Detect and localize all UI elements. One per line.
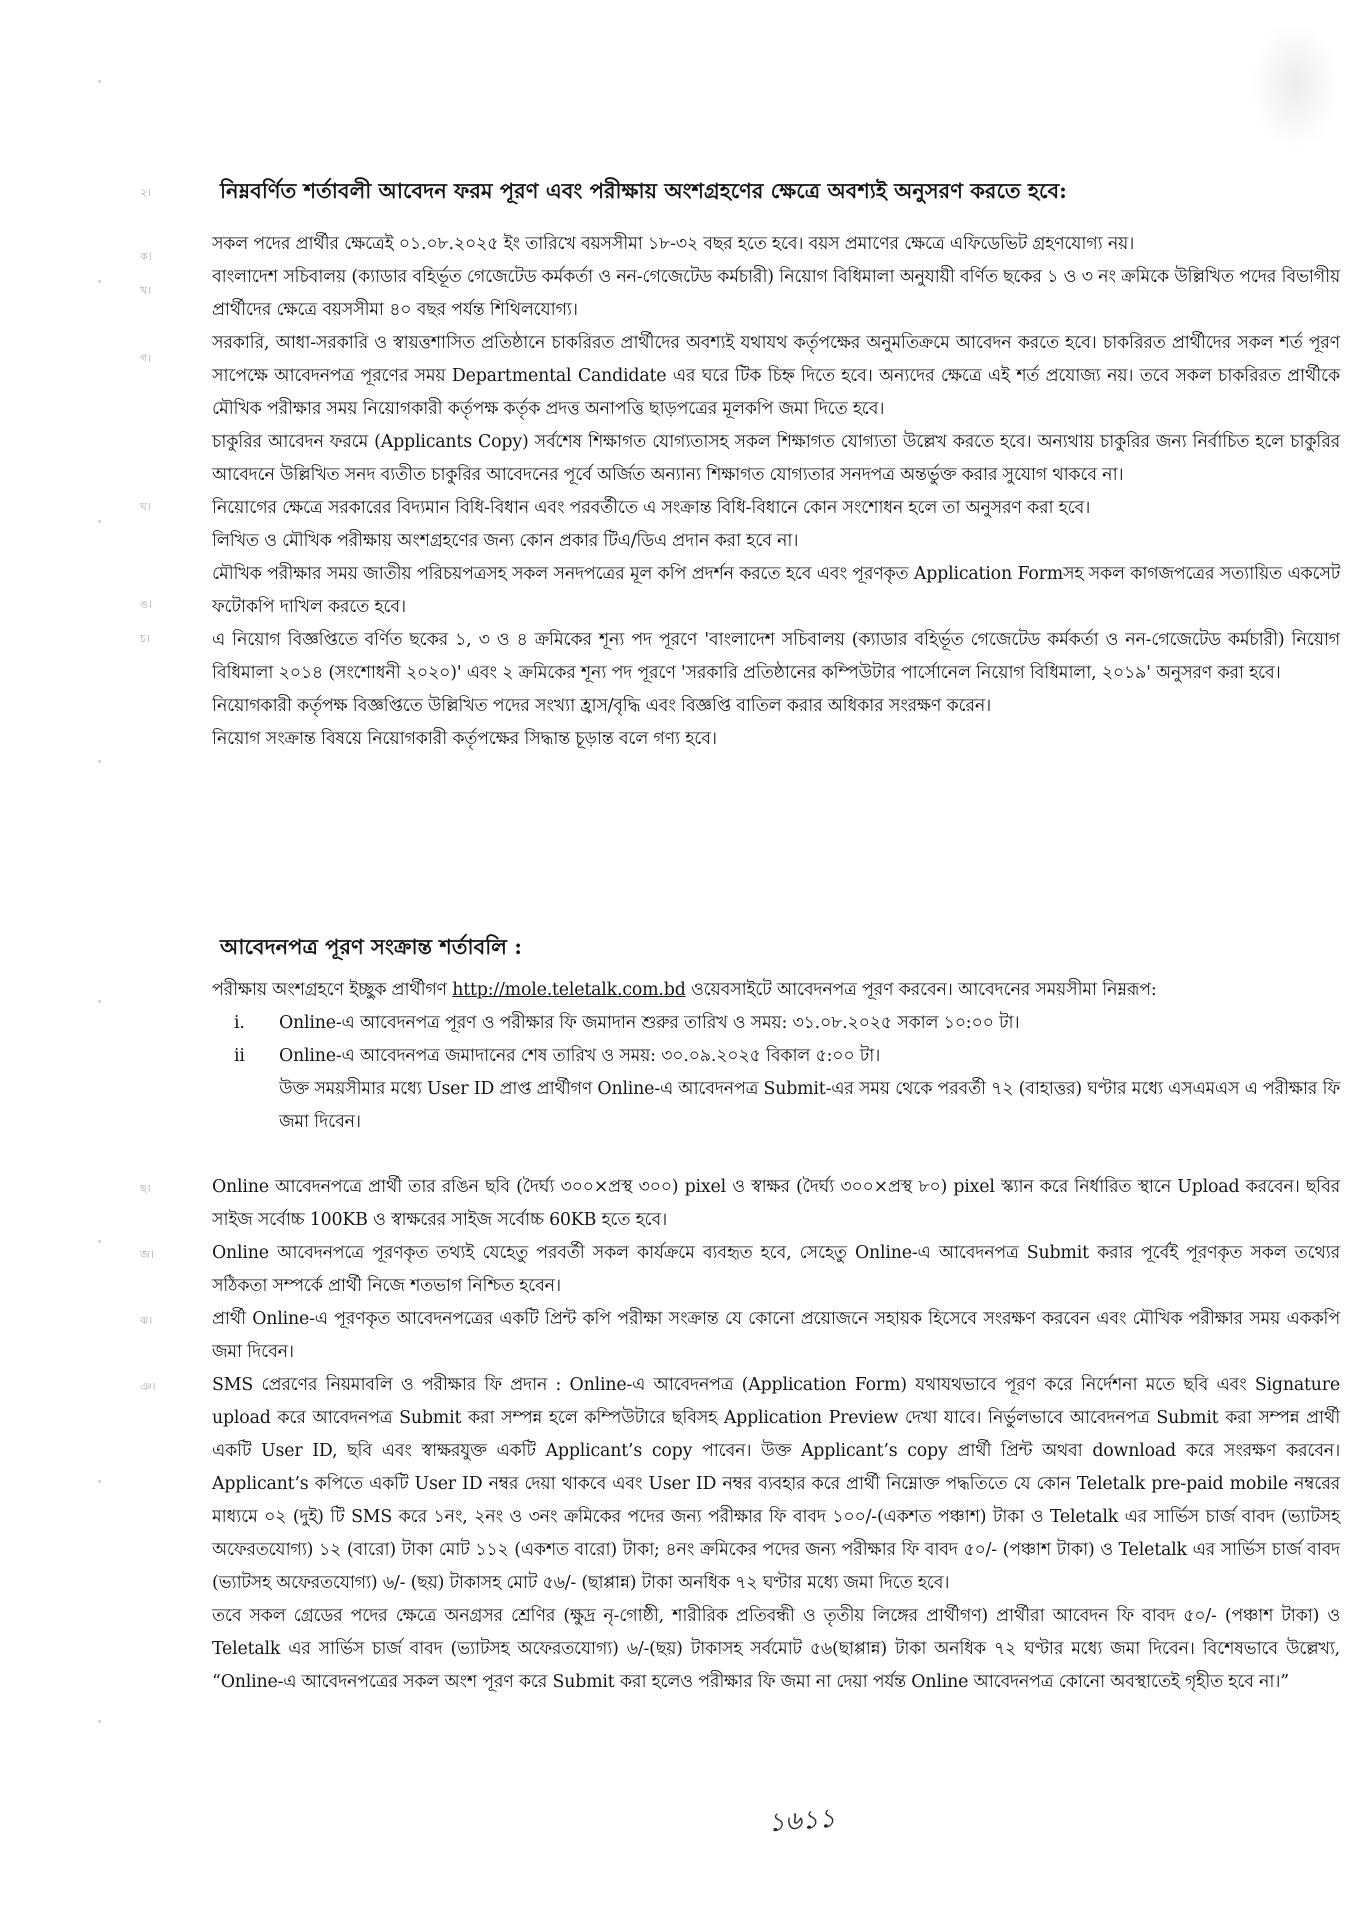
condition-item: চাকুরির আবেদন ফরমে (Applicants Copy) সর্বশেষ শিক্ষাগত যোগ্যতাসহ সকল শিক্ষাগত যোগ্যতা উল্লেখ করতে হবে। অন্যথায় চাকুরির জন্য নির্বাচিত হলে চাকুরির আবেদনে উল্লিখিত সনদ ব্যতীত চাকুরির আবেদনের পূর্বে অর্জিত অন্যান্য শিক্ষাগত যোগ্যতার সনদপত্র অন্তর্ভুক্ত করার সুযোগ থাকবে না। bbox=[212, 432, 1340, 485]
application-condition: Online আবেদনপত্রে পূরণকৃত তথ্যই যেহেতু পরবর্তী সকল কার্যক্রমে ব্যবহৃত হবে, সেহেতু Online-এ আবেদনপত্র Submit করার পূর্বেই পূরণকৃত সকল তথ্যের সঠিকতা সম্পর্কে প্রার্থী নিজে শতভাগ নিশ্চিত হবেন। bbox=[212, 1243, 1340, 1296]
application-condition: Online আবেদনপত্রে প্রার্থী তার রঙিন ছবি (দৈর্ঘ্য ৩০০×প্রস্থ ৩০০) pixel ও স্বাক্ষর (দৈর্ঘ্য ৩০০×প্রস্থ ৮০) pixel স্ক্যান করে নির্ধারিত স্থানে Upload করবেন। ছবির সাইজ সর্বোচ্চ 100KB ও স্বাক্ষরের সাইজ সর্বোচ্চ 60KB হতে হবে। bbox=[212, 1177, 1340, 1230]
application-condition: তবে সকল গ্রেডের পদের ক্ষেত্রে অনগ্রসর শ্রেণির (ক্ষুদ্র নৃ-গোষ্ঠী, শারীরিক প্রতিবন্ধী ও তৃতীয় লিঙ্গের প্রার্থীগণ) প্রার্থীরা আবেদন ফি বাবদ ৫০/- (পঞ্চাশ টাকা) ও Teletalk এর সার্ভিস চার্জ বাবদ (ভ্যাটসহ অফেরতযোগ্য) ৬/-(ছয়) টাকাসহ সর্বমোট ৫৬(ছাপ্পান্ন) টাকা অনধিক ৭২ ঘণ্টার মধ্যে জমা দিবেন। বিশেষভাবে উল্লেখ্য, “Online-এ আবেদনপত্রের সকল অংশ পূরণ করে Submit করা হলেও পরীক্ষার ফি জমা না দেয়া পর্যন্ত Online আবেদনপত্র কোনো অবস্থাতেই গৃহীত হবে না।” bbox=[212, 1606, 1340, 1692]
edge-dot bbox=[98, 80, 101, 83]
conditions-heading: নিম্নবর্ণিত শর্তাবলী আবেদন ফরম পূরণ এবং পরীক্ষায় অংশগ্রহণের ক্ষেত্রে অবশ্যই অনুসরণ করতে হবে: bbox=[220, 178, 1067, 203]
schedule-item-text: Online-এ আবেদনপত্র পূরণ ও পরীক্ষার ফি জমাদান শুরুর তারিখ ও সময়: ৩১.০৮.২০২৫ সকাল ১০:০০ টা। bbox=[279, 1013, 1020, 1033]
condition-item: নিয়োগ সংক্রান্ত বিষয়ে নিয়োগকারী কর্তৃপক্ষের সিদ্ধান্ত চূড়ান্ত বলে গণ্য হবে। bbox=[212, 729, 717, 749]
edge-dot bbox=[98, 520, 101, 523]
margin-mark: ঘ। bbox=[140, 500, 151, 513]
margin-mark: খ। bbox=[140, 284, 152, 297]
edge-dot bbox=[98, 280, 101, 283]
application-website-link[interactable]: http://mole.teletalk.com.bd bbox=[452, 980, 686, 1000]
condition-item: মৌখিক পরীক্ষার সময় জাতীয় পরিচয়পত্রসহ সকল সনদপত্রের মূল কপি প্রদর্শন করতে হবে এবং পূরণকৃত Application Formসহ সকল কাগজপত্রের সত্যায়িত একসেট ফটোকপি দাখিল করতে হবে। bbox=[212, 564, 1340, 617]
condition-item: লিখিত ও মৌখিক পরীক্ষায় অংশগ্রহণের জন্য কোন প্রকার টিএ/ডিএ প্রদান করা হবে না। bbox=[212, 531, 799, 551]
condition-item: নিয়োগের ক্ষেত্রে সরকারের বিদ্যমান বিধি-বিধান এবং পরবর্তীতে এ সংক্রান্ত বিধি-বিধানে কোন সংশোধন হলে তা অনুসরণ করা হবে। bbox=[212, 498, 1091, 518]
margin-mark: ঝ। bbox=[140, 1314, 153, 1327]
schedule-item bbox=[212, 1040, 1340, 1073]
schedule-item-number: ii bbox=[234, 1046, 245, 1066]
application-intro bbox=[212, 974, 1340, 1007]
edge-dot bbox=[98, 1000, 101, 1003]
margin-mark: চ। bbox=[140, 632, 150, 645]
condition-item: বাংলাদেশ সচিবালয় (ক্যাডার বহির্ভূত গেজেটেড কর্মকর্তা ও নন-গেজেটেড কর্মচারী) নিয়োগ বিধিমালা অনুযায়ী বর্ণিত ছকের ১ ও ৩ নং ক্রমিকে উল্লিখিত পদের বিভাগীয় প্রার্থীদের ক্ষেত্রে বয়সসীমা ৪০ বছর পর্যন্ত শিথিলযোগ্য। bbox=[212, 267, 1340, 320]
intro-before-link: পরীক্ষায় অংশগ্রহণে ইচ্ছুক প্রার্থীগণ bbox=[212, 980, 453, 1000]
general-conditions-list bbox=[212, 228, 1340, 756]
condition-item: সকল পদের প্রার্থীর ক্ষেত্রেই ০১.০৮.২০২৫ ইং তারিখে বয়সসীমা ১৮-৩২ বছর হতে হবে। বয়স প্রমাণের ক্ষেত্রে এফিডেভিট গ্রহণযোগ্য নয়। bbox=[212, 234, 1135, 254]
application-section-heading: আবেদনপত্র পূরণ সংক্রান্ত শর্তাবলি : bbox=[220, 934, 523, 959]
margin-mark: গ। bbox=[140, 352, 152, 365]
margin-mark: ঙ। bbox=[140, 598, 153, 611]
margin-mark: জ। bbox=[140, 1248, 154, 1261]
schedule-item-text: Online-এ আবেদনপত্র জমাদানের শেষ তারিখ ও সময়: ৩০.০৯.২০২৫ বিকাল ৫:০০ টা। bbox=[279, 1046, 881, 1066]
application-condition: SMS প্রেরণের নিয়মাবলি ও পরীক্ষার ফি প্রদান : Online-এ আবেদনপত্র (Application Form) যথাযথভাবে পূরণ করে নির্দেশনা মতে ছবি এবং Signature upload করে আবেদনপত্র Submit করা সম্পন্ন হলে কম্পিউটারে ছবিসহ Application Preview দেখা যাবে। নির্ভুলভাবে আবেদনপত্র Submit করা সম্পন্ন প্রার্থী একটি User ID, ছবি এবং স্বাক্ষরযুক্ত একটি Applicant’s copy পাবেন। উক্ত Applicant’s copy প্রার্থী প্রিন্ট অথবা download করে সংরক্ষণ করবেন। Applicant’s কপিতে একটি User ID নম্বর দেয়া থাকবে এবং User ID নম্বর ব্যবহার করে প্রার্থী নিম্নোক্ত পদ্ধতিতে যে কোন Teletalk pre-paid mobile নম্বরের মাধ্যমে ০২ (দুই) টি SMS করে ১নং, ২নং ও ৩নং ক্রমিকের পদের জন্য পরীক্ষার ফি বাবদ ১০০/-(একশত পঞ্চাশ) টাকা ও Teletalk এর সার্ভিস চার্জ বাবদ (ভ্যাটসহ অফেরতযোগ্য) ১২ (বারো) টাকা মোট ১১২ (একশত বারো) টাকা; ৪নং ক্রমিকের পদের জন্য পরীক্ষার ফি বাবদ ৫০/- (পঞ্চাশ টাকা) ও Teletalk এর সার্ভিস চার্জ বাবদ (ভ্যাটসহ অফেরতযোগ্য) ৬/- (ছয়) টাকাসহ মোট ৫৬/- (ছাপ্পান্ন) টাকা অনধিক ৭২ ঘণ্টার মধ্যে জমা দিতে হবে। bbox=[212, 1375, 1340, 1593]
margin-mark: ক। bbox=[140, 250, 152, 263]
intro-after-link: ওয়েবসাইটে আবেদনপত্র পূরণ করবেন। আবেদনের সময়সীমা নিম্নরূপ: bbox=[685, 980, 1157, 1000]
application-condition: প্রার্থী Online-এ পূরণকৃত আবেদনপত্রের একটি প্রিন্ট কপি পরীক্ষা সংক্রান্ত যে কোনো প্রয়োজনে সহায়ক হিসেবে সংরক্ষণ করবেন এবং মৌখিক পরীক্ষার সময় এককপি জমা দিবেন। bbox=[212, 1309, 1340, 1362]
schedule-item bbox=[212, 1007, 1340, 1040]
scan-smudge bbox=[1250, 20, 1340, 150]
application-schedule bbox=[212, 974, 1340, 1139]
margin-mark: ২। bbox=[140, 186, 152, 199]
edge-dot bbox=[98, 760, 101, 763]
edge-dot bbox=[98, 1240, 101, 1243]
margin-mark: ঞ। bbox=[140, 1380, 156, 1393]
schedule-note: উক্ত সময়সীমার মধ্যে User ID প্রাপ্ত প্রার্থীগণ Online-এ আবেদনপত্র Submit-এর সময় থেকে পরবর্তী ৭২ (বাহাত্তর) ঘণ্টার মধ্যে এসএমএস এ পরীক্ষার ফি জমা দিবেন। bbox=[279, 1079, 1340, 1132]
condition-item: সরকারি, আধা-সরকারি ও স্বায়ত্তশাসিত প্রতিষ্ঠানে চাকরিরত প্রার্থীদের অবশ্যই যথাযথ কর্তৃপক্ষের অনুমতিক্রমে আবেদন করতে হবে। চাকরিরত প্রার্থীদের সকল শর্ত পূরণ সাপেক্ষে আবেদনপত্র পূরণের সময় Departmental Candidate এর ঘরে টিক চিহ্ন দিতে হবে। অন্যদের ক্ষেত্রে এই শর্ত প্রযোজ্য নয়। তবে সকল চাকরিরত প্রার্থীকে মৌখিক পরীক্ষার সময় নিয়োগকারী কর্তৃপক্ষ কর্তৃক প্রদত্ত অনাপত্তি ছাড়পত্রের মূলকপি জমা দিতে হবে। bbox=[212, 333, 1340, 419]
edge-dot bbox=[98, 1480, 101, 1483]
margin-mark: ছ। bbox=[140, 1182, 151, 1195]
edge-dot bbox=[98, 1720, 101, 1723]
signature: ১৬১১ bbox=[766, 1803, 837, 1839]
condition-item: এ নিয়োগ বিজ্ঞপ্তিতে বর্ণিত ছকের ১, ৩ ও ৪ ক্রমিকের শূন্য পদ পূরণে 'বাংলাদেশ সচিবালয় (ক্যাডার বহির্ভূত গেজেটেড কর্মকর্তা ও নন-গেজেটেড কর্মচারী) নিয়োগ বিধিমালা ২০১৪ (সংশোধনী ২০২০)' এবং ২ ক্রমিকের শূন্য পদ পূরণে 'সরকারি প্রতিষ্ঠানের কম্পিউটার পার্সোনেল নিয়োগ বিধিমালা, ২০১৯' অনুসরণ করা হবে। bbox=[212, 630, 1340, 683]
application-conditions-list bbox=[212, 1171, 1340, 1699]
condition-item: নিয়োগকারী কর্তৃপক্ষ বিজ্ঞপ্তিতে উল্লিখিত পদের সংখ্যা হ্রাস/বৃদ্ধি এবং বিজ্ঞপ্তি বাতিল করার অধিকার সংরক্ষণ করেন। bbox=[212, 696, 992, 716]
schedule-item-number: i. bbox=[234, 1013, 245, 1033]
